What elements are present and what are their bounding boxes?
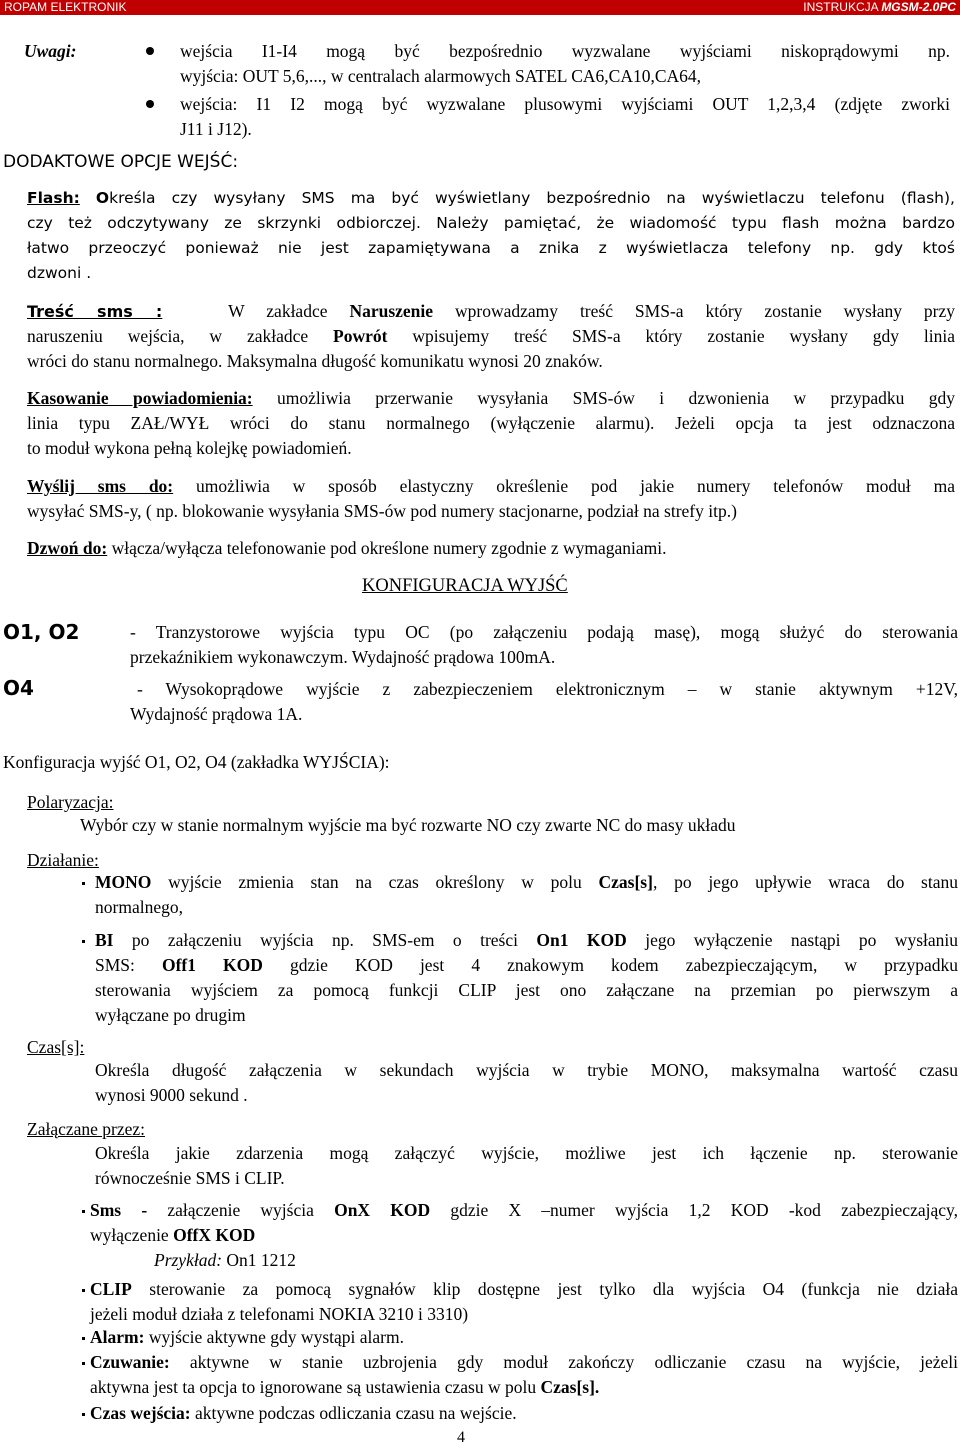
mono-l2: normalnego, (95, 897, 183, 917)
header-doc-prefix: INSTRUKCJA (803, 0, 882, 14)
bullet-dot-icon (82, 940, 85, 943)
tresc-l1c: wprowadzamy treść SMS-a który zostanie wysłany przy (433, 301, 956, 321)
o12-l1: - Tranzystorowe wyjścia typu OC (po załączeniu podają masę), mogą służyć do sterowania (130, 622, 958, 642)
header-company: ROPAM ELEKTRONIK (4, 0, 127, 14)
page-header (0, 0, 960, 15)
czas-wejscia-item (90, 1401, 958, 1426)
dzialanie-label: Działanie: (27, 850, 99, 870)
uwagi-label: Uwagi: (24, 41, 77, 61)
mono-l1b: Czas[s] (598, 872, 653, 892)
polaryzacja-text: Wybór czy w stanie normalnym wyjście ma być rozwarte NO czy zwarte NC do masy układu (80, 815, 736, 835)
zalaczane-l1: Określa jakie zdarzenia mogą załączyć wyjście, możliwe jest ich łączenie np. sterowanie (95, 1143, 958, 1163)
header-doc-model: MGSM-2.0PC (881, 0, 956, 14)
czuwanie-l2b: Czas[s]. (540, 1377, 600, 1397)
kasowanie-label: Kasowanie powiadomienia: (27, 388, 253, 408)
tresc-l2b: Powrót (333, 326, 388, 346)
czas-wejscia-bold: Czas wejścia: (90, 1403, 191, 1423)
bullet-dot-icon (82, 1210, 85, 1213)
mono-l1a: wyjście zmienia stan na czas określony w polu (151, 872, 599, 892)
dzwon-paragraph (27, 536, 955, 561)
flash-l3: łatwo przeoczyć ponieważ nie jest zapamiętywana a znika z wyświetlacza telefony np. gdy ktoś (27, 239, 955, 257)
czuwanie-l1: aktywne w stanie uzbrojenia gdy moduł zakończy odliczanie czasu na wyjście, jeżeli (169, 1352, 958, 1372)
bi-l1b: On1 KOD (536, 930, 627, 950)
flash-first-letter: O (95, 189, 110, 207)
bi-l2b: Off1 KOD (161, 955, 263, 975)
wyslij-l1: umożliwia w sposób elastyczny określenie pod jakie numery telefonów moduł ma (173, 476, 955, 496)
uwagi-bullet-1 (180, 39, 950, 89)
bullet-dot-icon (82, 1413, 85, 1416)
dzwon-label: Dzwoń do: (27, 538, 108, 558)
flash-l4: dzwoni . (27, 264, 92, 282)
flash-label: Flash: (27, 189, 80, 207)
sms-item-l2b: OffX KOD (173, 1225, 256, 1245)
wyslij-paragraph (27, 474, 955, 524)
tresc-l2c: wpisujemy treść SMS-a który zostanie wysłany gdy linia (387, 326, 955, 346)
bi-item (95, 928, 958, 1028)
bi-bold: BI (95, 930, 114, 950)
polaryzacja-label: Polaryzacja: (27, 792, 114, 812)
clip-item (90, 1277, 958, 1327)
flash-l1: kreśla czy wysyłany SMS ma być wyświetlany bezpośrednio na wyświetlaczu telefonu (flash), (109, 189, 955, 207)
konfig-title: KONFIGURACJA WYJŚĆ (362, 576, 568, 596)
kasowanie-paragraph (27, 386, 955, 461)
bullet-dot-icon (82, 882, 85, 885)
czas-wejscia-text: aktywne podczas odliczania czasu na wejście. (190, 1403, 517, 1423)
mono-item (95, 870, 958, 920)
czuwanie-l2a: aktywna jest ta opcja to ignorowane są ustawienia czasu w polu (90, 1377, 541, 1397)
header-doc-title (803, 0, 956, 15)
sms-example-value: On1 1212 (222, 1250, 296, 1270)
czuwanie-item (90, 1350, 958, 1400)
sms-item-l1b: OnX KOD (334, 1200, 431, 1220)
kasowanie-l1: umożliwia przerwanie wysyłania SMS-ów i dzwonienia w przypadku gdy (252, 388, 955, 408)
uwagi-bullet-2 (180, 92, 950, 142)
sms-item-l1a: załączenie wyjścia (167, 1200, 335, 1220)
czas-l2: wynosi 9000 sekund . (95, 1085, 248, 1105)
tresc-paragraph (27, 299, 955, 374)
konfig-line: Konfiguracja wyjść O1, O2, O4 (zakładka WYJŚCIA): (3, 752, 390, 772)
bullet-dot-icon (82, 1362, 85, 1365)
o4-l1: - Wysokoprądowe wyjście z zabezpieczeniem elektronicznym – w stanie aktywnym +12V, (137, 679, 958, 699)
o12-desc (130, 620, 958, 670)
bullet-icon (146, 100, 154, 108)
alarm-text: wyjście aktywne gdy wystąpi alarm. (144, 1327, 404, 1347)
sms-item (90, 1198, 958, 1273)
czas-desc (95, 1058, 958, 1108)
czas-label: Czas[s]: (27, 1037, 85, 1057)
tresc-l1b: Naruszenie (349, 301, 434, 321)
bi-l4: wyłączane po drugim (95, 1005, 246, 1025)
o12-l2: przekaźnikiem wykonawczym. Wydajność prądowa 100mA. (130, 647, 556, 667)
sms-item-bold: Sms - (90, 1200, 168, 1220)
bullet-icon (146, 47, 154, 55)
clip-l2: jeżeli moduł działa z telefonami NOKIA 3210 i 3310) (90, 1304, 469, 1324)
alarm-item (90, 1325, 958, 1350)
page-number: 4 (457, 1429, 465, 1446)
sms-item-l1c: gdzie X –numer wyjścia 1,2 KOD -kod zabezpieczający, (430, 1200, 958, 1220)
bullet-dot-icon (82, 1289, 85, 1292)
bi-l3: sterowania wyjściem za pomocą funkcji CLIP jest ono załączane na przemian po pierwszym a (95, 980, 958, 1000)
bullet-dot-icon (82, 1337, 85, 1340)
kasowanie-l3: to moduł wykona pełną kolejkę powiadomień. (27, 438, 352, 458)
zalaczane-desc (95, 1141, 958, 1191)
sms-item-l2a: wyłączenie (90, 1225, 174, 1245)
bi-l2a: SMS: (95, 955, 162, 975)
kasowanie-l2: linia typu ZAŁ/WYŁ wróci do stanu normalnego (wyłączenie alarmu). Jeżeli opcja ta jest odznaczona (27, 413, 955, 433)
dodatkowe-title: DODAKTOWE OPCJE WEJŚĆ: (3, 152, 239, 172)
czas-l1: Określa długość załączenia w sekundach wyjścia w trybie MONO, maksymalna wartość czasu (95, 1060, 958, 1080)
flash-l2: czy też odczytywany ze skrzynki odbiorczej. Należy pamiętać, że wiadomość typu flash można bardzo (27, 214, 955, 232)
bi-l1a: po załączeniu wyjścia np. SMS-em o treści (113, 930, 537, 950)
wyslij-l2: wysyłać SMS-y, ( np. blokowanie wysyłania SMS-ów pod numery stacjonarne, podział na strefy itp.) (27, 501, 737, 521)
tresc-label: Treść sms : (27, 302, 163, 321)
o12-label: O1, O2 (3, 620, 80, 644)
tresc-l2a: naruszeniu wejścia, w zakładce (27, 326, 334, 346)
o4-label: O4 (3, 676, 34, 700)
uwagi-b2-l1: wejścia: I1 I2 mogą być wyzwalane plusowymi wyjściami OUT 1,2,3,4 (zdjęte zworki (180, 94, 950, 114)
alarm-bold: Alarm: (90, 1327, 145, 1347)
czuwanie-bold: Czuwanie: (90, 1352, 170, 1372)
uwagi-b2-l2: J11 i J12). (180, 119, 252, 139)
flash-paragraph (27, 186, 955, 286)
tresc-l1a: W zakładce (228, 301, 350, 321)
uwagi-b1-l2: wyjścia: OUT 5,6,..., w centralach alarmowych SATEL CA6,CA10,CA64, (180, 66, 702, 86)
clip-l1: sterowanie za pomocą sygnałów klip dostępne jest tylko dla wyjścia O4 (funkcja nie działa (131, 1279, 958, 1299)
o4-l2: Wydajność prądowa 1A. (130, 704, 303, 724)
sms-example-label: Przykład: (154, 1250, 223, 1270)
bi-l2c: gdzie KOD jest 4 znakowym kodem zabezpieczającym, w przypadku (262, 955, 958, 975)
uwagi-b1-l1: wejścia I1-I4 mogą być bezpośrednio wyzwalane wyjściami niskoprądowymi np. (180, 41, 950, 61)
clip-bold: CLIP (90, 1279, 132, 1299)
zalaczane-l2: równocześnie SMS i CLIP. (95, 1168, 285, 1188)
mono-bold: MONO (95, 872, 152, 892)
bi-l1c: jego wyłączenie nastąpi po wysłaniu (626, 930, 958, 950)
tresc-l3: wróci do stanu normalnego. Maksymalna długość komunikatu wynosi 20 znaków. (27, 351, 603, 371)
mono-l1c: , po jego upływie wraca do stanu (652, 872, 959, 892)
dzwon-text: włącza/wyłącza telefonowanie pod określone numery zgodnie z wymaganiami. (107, 538, 667, 558)
zalaczane-label: Załączane przez: (27, 1119, 146, 1139)
o4-desc (130, 677, 958, 727)
wyslij-label: Wyślij sms do: (27, 476, 174, 496)
